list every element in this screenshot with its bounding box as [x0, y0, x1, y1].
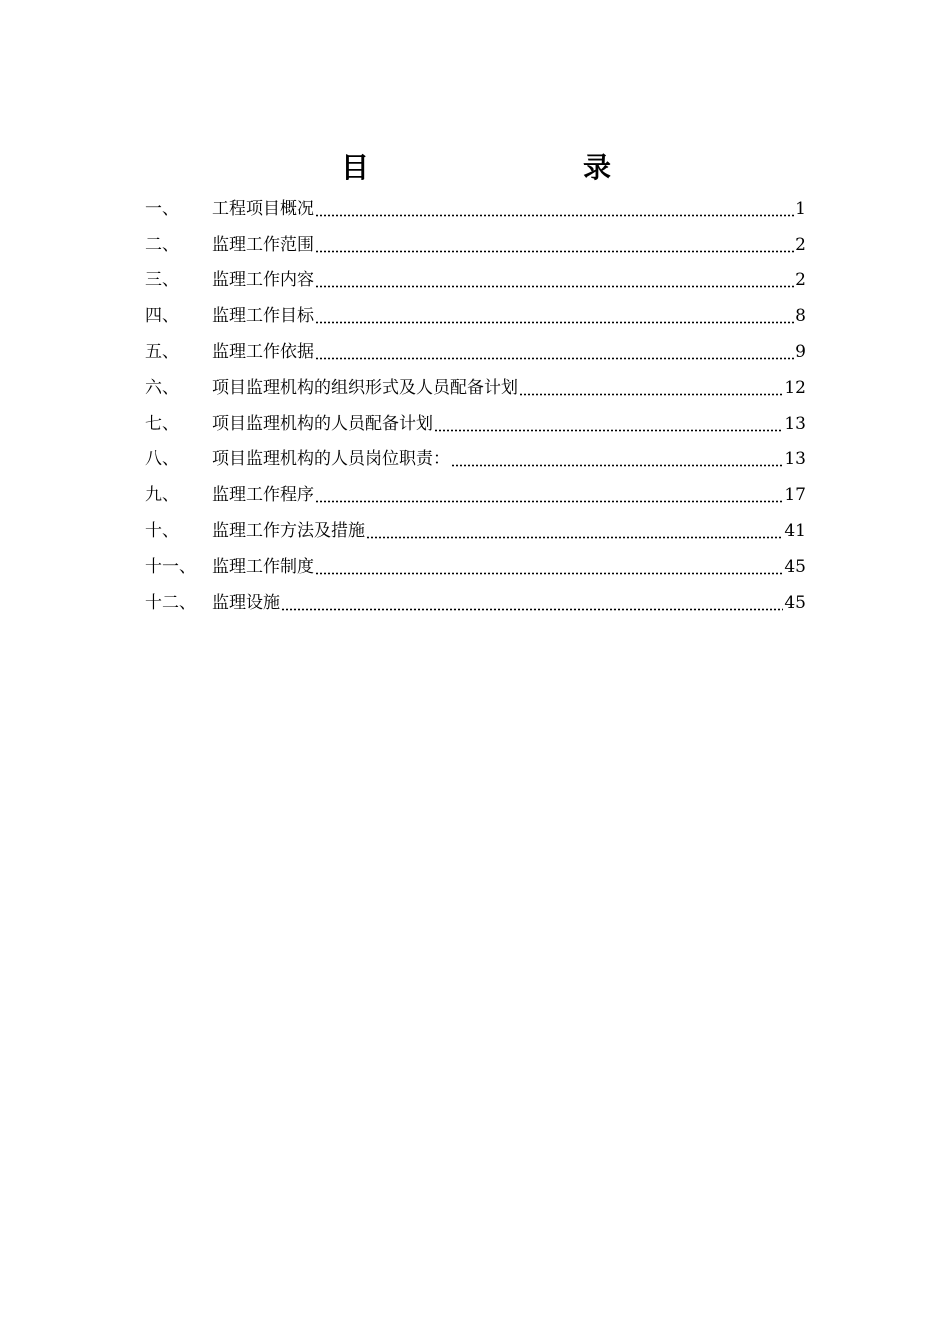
toc-entry-number: 六、 [145, 377, 179, 398]
toc-entry-number: 九、 [145, 485, 179, 506]
toc-entry-title: 项目监理机构的人员配备计划 [212, 413, 433, 434]
toc-entry-number: 二、 [145, 234, 179, 255]
toc-dot-leader [315, 306, 794, 326]
toc-entry-title: 监理工作目标 [212, 306, 314, 327]
toc-dot-leader [519, 378, 783, 398]
toc-entry-page: 8 [795, 306, 806, 327]
toc-dot-leader [451, 449, 783, 469]
toc-entry-number: 四、 [145, 306, 179, 327]
toc-entry-page: 41 [784, 521, 806, 542]
toc-entry-title: 项目监理机构的组织形式及人员配备计划 [212, 377, 518, 398]
toc-entry-page: 45 [784, 592, 806, 613]
toc-entry[interactable] [145, 263, 806, 299]
toc-list [145, 191, 806, 621]
toc-entry[interactable] [145, 442, 806, 478]
toc-entry-title: 监理工作范围 [212, 234, 314, 255]
toc-title-char-1: 目 [341, 151, 370, 184]
toc-entry[interactable] [145, 585, 806, 621]
toc-entry-number: 五、 [145, 342, 179, 363]
toc-dot-leader [315, 270, 794, 290]
toc-dot-leader [281, 593, 783, 613]
toc-entry-page: 2 [795, 270, 806, 291]
toc-entry[interactable] [145, 513, 806, 549]
toc-entry-page: 13 [784, 413, 806, 434]
toc-entry-page: 45 [784, 556, 806, 577]
toc-entry-page: 13 [784, 449, 806, 470]
toc-dot-leader [315, 235, 794, 255]
toc-entry-title: 监理工作内容 [212, 270, 314, 291]
toc-entry-page: 1 [795, 198, 806, 219]
toc-dot-leader [366, 521, 783, 541]
toc-entry[interactable] [145, 298, 806, 334]
toc-entry[interactable] [145, 370, 806, 406]
toc-title [0, 148, 950, 188]
toc-entry[interactable] [145, 227, 806, 263]
toc-entry-number: 十二、 [145, 592, 196, 613]
toc-entry-title: 监理工作制度 [212, 556, 314, 577]
toc-entry-page: 2 [795, 234, 806, 255]
toc-entry[interactable] [145, 334, 806, 370]
toc-dot-leader [315, 342, 794, 362]
toc-entry[interactable] [145, 191, 806, 227]
toc-entry-number: 一、 [145, 198, 179, 219]
toc-entry-number: 七、 [145, 413, 179, 434]
toc-dot-leader [315, 199, 794, 219]
toc-entry-title: 监理工作程序 [212, 485, 314, 506]
toc-entry-number: 八、 [145, 449, 179, 470]
toc-entry-title: 工程项目概况 [212, 198, 314, 219]
toc-entry-number: 三、 [145, 270, 179, 291]
toc-entry-title: 监理工作方法及措施 [212, 521, 365, 542]
toc-entry-title: 监理工作依据 [212, 342, 314, 363]
toc-entry-number: 十一、 [145, 556, 196, 577]
toc-entry[interactable] [145, 406, 806, 442]
toc-dot-leader [315, 485, 783, 505]
toc-entry-page: 17 [784, 485, 806, 506]
toc-dot-leader [434, 414, 783, 434]
toc-entry-number: 十、 [145, 521, 179, 542]
toc-dot-leader [315, 557, 783, 577]
toc-title-char-2: 录 [583, 151, 612, 184]
toc-entry-title: 项目监理机构的人员岗位职责： [212, 449, 450, 470]
toc-entry-title: 监理设施 [212, 592, 280, 613]
toc-entry-page: 12 [784, 377, 806, 398]
toc-entry[interactable] [145, 477, 806, 513]
toc-entry-page: 9 [795, 342, 806, 363]
toc-entry[interactable] [145, 549, 806, 585]
